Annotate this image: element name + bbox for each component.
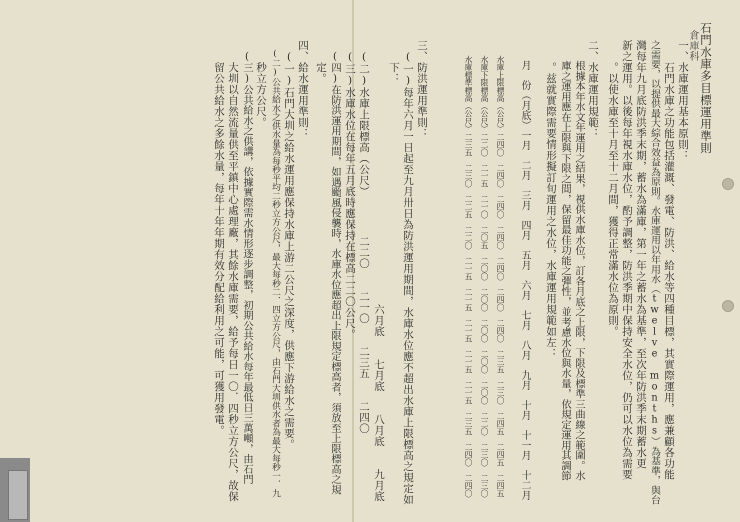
punch-hole (722, 300, 734, 312)
text-column: 三、防洪運用準則： (416, 40, 428, 139)
text-column: 秒立方公尺。 (255, 40, 267, 128)
text-column: (四)在防洪運用期間，如遇颱風侵襲時，水庫水位應超出上限規定標高者，須放至上限標高之規 (329, 40, 341, 495)
text-column: 水庫標準標高（公尺）二三五 二三〇 二二五 二二〇 二一五 二一五 二一五 二一五 二一五 二三五 二四〇 二四〇 (464, 40, 473, 498)
text-column: 四、給水運用準則： (297, 40, 309, 139)
text-column: 。兹就實際需要情形擬訂旬運用之水位，水庫運用規範如左： (545, 40, 557, 359)
text-column: 。以使水庫至十月至十二月間，獲得正常滿水位為原則。 (607, 40, 619, 337)
text-column: 定。 (315, 40, 327, 84)
document-title: 石門水庫多目標運用準則 (699, 22, 713, 154)
text-column: 水庫下限標高（公尺）二二〇 二一五 二一〇 二〇五 二〇〇 二〇〇 二〇〇 二〇〇 二〇〇 二二〇 二三〇 二三〇 (480, 40, 489, 498)
text-column: 庫之運用應在上限與下限之間，保留最佳功能之彈性，並考慮水位與水量，依規定運用其調節 (559, 40, 571, 481)
text-column: 之需要，以提供最大綜合效益為原則。水庫運用以年用水（twelve months）為基準，與台 (649, 40, 660, 505)
text-column: 月 份（月底）一月 二月 三月 四月 五月 六月 七月 八月 九月 十月 十一月 十二月 (519, 40, 530, 500)
text-column: 大圳以自然流量供至平鎮中心處理廠，其餘水庫需要，給予每日一〇．四秒立方公尺，故保 (227, 40, 239, 502)
punch-hole (722, 178, 734, 190)
text-column: (三)水庫水位在每年五月底時應保持在標高二二〇公尺。 (344, 40, 356, 340)
text-column: 下： (388, 40, 400, 84)
text-column: 六月底 七月底 八月底 九月底 (373, 40, 385, 502)
text-column: (三)公共給水之供講，依據實際需水情形逐步調整，初期公共給水每年最低日三萬噸，由石門 (241, 40, 253, 485)
text-column: 二、水庫運用規範： (587, 40, 599, 139)
text-column: 一、水庫運用基本原則： (677, 40, 689, 161)
text-column: 石門水庫之功能包括灌溉、發電、防洪、給水等四種目標，其實際運用，應兼顧各功能 (663, 40, 675, 480)
text-column: 水庫上限標高（公尺）二四〇 二四〇 二四〇 二四〇 二四〇 二四〇 二四〇 二三五 二三〇 二四五 二四五 二四五 (496, 40, 505, 498)
handwritten-mark: 倉庫科 (687, 30, 698, 62)
text-column: 留公共給水之多餘水量，每年十年年期有效分配給利用之可能，可獲用發電。 (213, 40, 225, 436)
text-column: (二)水庫上限標高（公尺） 二二〇 二一〇 二三五 二四〇 (358, 40, 370, 434)
binder-clip (8, 470, 28, 520)
text-column: 根據本年水文年運用之結果，視供水庫水位，訂各月底之上限，下限及標準三曲線之範圍。水 (573, 40, 585, 481)
text-column: (一)石門大圳之給水運用應保持水庫上游二公尺之深度，供應下游給水之需要。 (283, 40, 295, 450)
text-column: 灣每年九月底防洪季末期，蓄水為滿庫，第一年之蓄水為基準，至次年防洪季末期蓄水更 (635, 40, 647, 469)
text-column: (二)公共給水之供水量為每秒平均二秒立方公尺，最大每秒二．四立方公尺，由石門大圳供水者為最大每秒一．九 (270, 40, 280, 498)
text-column: (一)每年六月一日起至九月卅日為防洪運用期間，水庫水位應不超出水庫上限標高之規定如 (402, 40, 414, 505)
text-column: 新之運用。以後每年視水庫水位，酌予調整，防洪季期中保持安全水位，仍可以水位為需要 (621, 40, 633, 480)
